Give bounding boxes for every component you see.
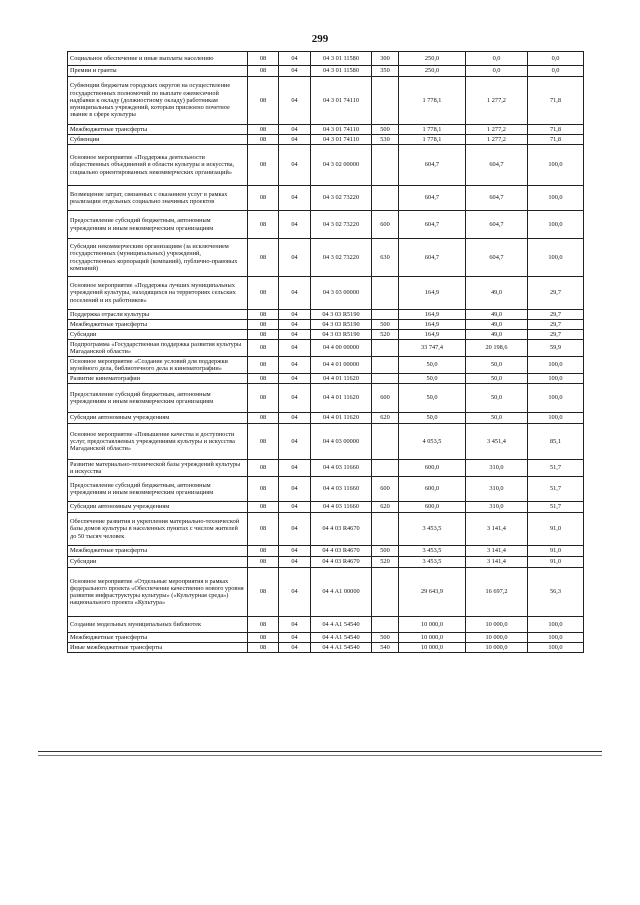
fact-amount-cell: 310,0: [466, 477, 528, 502]
percent-cell: 51,7: [528, 460, 584, 477]
row-name-cell: Межбюджетные трансферты: [68, 320, 248, 330]
expense-type-cell: [372, 186, 399, 211]
plan-amount-cell: 164,9: [399, 277, 466, 310]
plan-amount-cell: 10 000,0: [399, 633, 466, 643]
razdel-cell: 08: [248, 320, 279, 330]
plan-amount-cell: 33 747,4: [399, 340, 466, 357]
podrazdel-cell: 04: [279, 320, 311, 330]
razdel-cell: 08: [248, 424, 279, 460]
plan-amount-cell: 164,9: [399, 320, 466, 330]
fact-amount-cell: 1 277,2: [466, 125, 528, 135]
target-article-cell: 04 3 01 11580: [311, 52, 372, 66]
expense-type-cell: [372, 357, 399, 374]
percent-cell: 0,0: [528, 52, 584, 66]
target-article-cell: 04 4 03 11660: [311, 460, 372, 477]
table-row: [68, 330, 584, 340]
razdel-cell: 08: [248, 77, 279, 125]
table-row: [68, 310, 584, 320]
target-article-cell: 04 4 A1 54540: [311, 617, 372, 633]
table-row: [68, 186, 584, 211]
expense-type-cell: 540: [372, 643, 399, 653]
fact-amount-cell: 10 000,0: [466, 633, 528, 643]
plan-amount-cell: 604,7: [399, 186, 466, 211]
row-name-cell: Развитие материально-технической базы учреждений культуры и искусства: [68, 460, 248, 477]
expense-type-cell: 600: [372, 477, 399, 502]
percent-cell: 91,0: [528, 546, 584, 557]
row-name-cell: Субвенции бюджетам городских округов на осуществление государственных полномочий по выплате ежемесячной надбавки к окладу (должностному окладу) работникам муниципальных учреждений, которым присвоено почетное звание в сфере культуры: [68, 77, 248, 125]
percent-cell: 100,0: [528, 374, 584, 384]
percent-cell: 59,9: [528, 340, 584, 357]
podrazdel-cell: 04: [279, 557, 311, 568]
plan-amount-cell: 600,0: [399, 477, 466, 502]
razdel-cell: 08: [248, 330, 279, 340]
fact-amount-cell: 20 198,6: [466, 340, 528, 357]
target-article-cell: 04 4 03 11660: [311, 477, 372, 502]
table-row: [68, 239, 584, 277]
podrazdel-cell: 04: [279, 413, 311, 424]
expense-type-cell: 620: [372, 413, 399, 424]
plan-amount-cell: 3 453,5: [399, 546, 466, 557]
podrazdel-cell: 04: [279, 310, 311, 320]
expense-type-cell: [372, 77, 399, 125]
row-name-cell: Субсидии некоммерческим организациям (за исключением государственных (муниципальных) учреждений, государственных корпораций (компаний), публично-правовых компаний): [68, 239, 248, 277]
percent-cell: 71,8: [528, 135, 584, 145]
percent-cell: 100,0: [528, 211, 584, 239]
percent-cell: 100,0: [528, 357, 584, 374]
podrazdel-cell: 04: [279, 125, 311, 135]
razdel-cell: 08: [248, 568, 279, 617]
plan-amount-cell: 1 778,1: [399, 135, 466, 145]
row-name-cell: Основное мероприятие «Повышение качества и доступности услуг, предоставляемых учреждениями культуры и искусства Магаданской области»: [68, 424, 248, 460]
table-row: [68, 643, 584, 653]
expense-type-cell: 500: [372, 125, 399, 135]
fact-amount-cell: 50,0: [466, 357, 528, 374]
fact-amount-cell: 604,7: [466, 211, 528, 239]
page-divider-secondary: [38, 755, 602, 756]
plan-amount-cell: 604,7: [399, 145, 466, 186]
razdel-cell: 08: [248, 617, 279, 633]
razdel-cell: 08: [248, 66, 279, 77]
row-name-cell: Субвенции: [68, 135, 248, 145]
fact-amount-cell: 1 277,2: [466, 77, 528, 125]
table-row: [68, 424, 584, 460]
razdel-cell: 08: [248, 340, 279, 357]
percent-cell: 91,0: [528, 557, 584, 568]
plan-amount-cell: 10 000,0: [399, 617, 466, 633]
fact-amount-cell: 604,7: [466, 239, 528, 277]
target-article-cell: 04 4 A1 54540: [311, 643, 372, 653]
expense-type-cell: [372, 617, 399, 633]
percent-cell: 100,0: [528, 633, 584, 643]
row-name-cell: Развитие кинематографии: [68, 374, 248, 384]
razdel-cell: 08: [248, 239, 279, 277]
fact-amount-cell: 310,0: [466, 502, 528, 513]
fact-amount-cell: 10 000,0: [466, 617, 528, 633]
podrazdel-cell: 04: [279, 424, 311, 460]
expense-type-cell: 300: [372, 52, 399, 66]
row-name-cell: Подпрограмма «Государственная поддержка развития культуры Магаданской области»: [68, 340, 248, 357]
fact-amount-cell: 3 141,4: [466, 513, 528, 546]
target-article-cell: 04 4 A1 54540: [311, 633, 372, 643]
podrazdel-cell: 04: [279, 460, 311, 477]
podrazdel-cell: 04: [279, 239, 311, 277]
target-article-cell: 04 4 03 R4670: [311, 546, 372, 557]
row-name-cell: Предоставление субсидий бюджетным, автономным учреждениям и иным некоммерческим организациям: [68, 477, 248, 502]
table-row: [68, 633, 584, 643]
podrazdel-cell: 04: [279, 340, 311, 357]
plan-amount-cell: 4 053,5: [399, 424, 466, 460]
table-row: [68, 145, 584, 186]
fact-amount-cell: 3 141,4: [466, 557, 528, 568]
plan-amount-cell: 250,0: [399, 66, 466, 77]
row-name-cell: Основное мероприятие «Создание условий для поддержки музейного дела, библиотечного дела и кинематографии»: [68, 357, 248, 374]
razdel-cell: 08: [248, 135, 279, 145]
table-row: [68, 135, 584, 145]
razdel-cell: 08: [248, 52, 279, 66]
percent-cell: 29,7: [528, 277, 584, 310]
razdel-cell: 08: [248, 125, 279, 135]
razdel-cell: 08: [248, 357, 279, 374]
plan-amount-cell: 164,9: [399, 310, 466, 320]
razdel-cell: 08: [248, 460, 279, 477]
table-row: [68, 374, 584, 384]
row-name-cell: Социальное обеспечение и иные выплаты населению: [68, 52, 248, 66]
podrazdel-cell: 04: [279, 277, 311, 310]
row-name-cell: Премии и гранты: [68, 66, 248, 77]
fact-amount-cell: 0,0: [466, 66, 528, 77]
table-row: [68, 125, 584, 135]
expense-type-cell: 620: [372, 502, 399, 513]
target-article-cell: 04 3 01 74110: [311, 77, 372, 125]
podrazdel-cell: 04: [279, 135, 311, 145]
table-row: [68, 384, 584, 413]
target-article-cell: 04 4 03 R4670: [311, 557, 372, 568]
percent-cell: 100,0: [528, 239, 584, 277]
fact-amount-cell: 49,0: [466, 330, 528, 340]
percent-cell: 29,7: [528, 310, 584, 320]
budget-table: [67, 51, 584, 653]
podrazdel-cell: 04: [279, 513, 311, 546]
row-name-cell: Основное мероприятие «Отдельные мероприятия в рамках федерального проекта «Обеспечение качественно нового уровня развития инфраструктуры культуры» («Культурная среда») национального проекта «Культура»: [68, 568, 248, 617]
plan-amount-cell: 3 453,5: [399, 557, 466, 568]
percent-cell: 100,0: [528, 643, 584, 653]
razdel-cell: 08: [248, 477, 279, 502]
target-article-cell: 04 3 03 R5190: [311, 310, 372, 320]
target-article-cell: 04 3 01 11580: [311, 66, 372, 77]
row-name-cell: Субсидии автономным учреждениям: [68, 502, 248, 513]
table-row: [68, 568, 584, 617]
fact-amount-cell: 10 000,0: [466, 643, 528, 653]
percent-cell: 100,0: [528, 384, 584, 413]
table-row: [68, 477, 584, 502]
razdel-cell: 08: [248, 513, 279, 546]
percent-cell: 29,7: [528, 320, 584, 330]
expense-type-cell: 600: [372, 384, 399, 413]
percent-cell: 71,8: [528, 125, 584, 135]
podrazdel-cell: 04: [279, 211, 311, 239]
razdel-cell: 08: [248, 546, 279, 557]
percent-cell: 100,0: [528, 145, 584, 186]
row-name-cell: Субсидии: [68, 557, 248, 568]
plan-amount-cell: 1 778,1: [399, 125, 466, 135]
plan-amount-cell: 600,0: [399, 502, 466, 513]
target-article-cell: 04 4 01 00000: [311, 357, 372, 374]
expense-type-cell: 520: [372, 330, 399, 340]
razdel-cell: 08: [248, 374, 279, 384]
percent-cell: 56,3: [528, 568, 584, 617]
fact-amount-cell: 50,0: [466, 374, 528, 384]
percent-cell: 100,0: [528, 617, 584, 633]
table-row: [68, 320, 584, 330]
target-article-cell: 04 4 A1 00000: [311, 568, 372, 617]
row-name-cell: Иные межбюджетные трансферты: [68, 643, 248, 653]
podrazdel-cell: 04: [279, 374, 311, 384]
podrazdel-cell: 04: [279, 643, 311, 653]
expense-type-cell: 500: [372, 633, 399, 643]
fact-amount-cell: 49,0: [466, 320, 528, 330]
plan-amount-cell: 604,7: [399, 211, 466, 239]
plan-amount-cell: 164,9: [399, 330, 466, 340]
podrazdel-cell: 04: [279, 546, 311, 557]
table-row: [68, 66, 584, 77]
table-row: [68, 52, 584, 66]
table-row: [68, 617, 584, 633]
podrazdel-cell: 04: [279, 186, 311, 211]
percent-cell: 29,7: [528, 330, 584, 340]
expense-type-cell: [372, 374, 399, 384]
row-name-cell: Предоставление субсидий бюджетным, автономным учреждениям и иным некоммерческим организациям: [68, 384, 248, 413]
plan-amount-cell: 1 778,1: [399, 77, 466, 125]
razdel-cell: 08: [248, 633, 279, 643]
fact-amount-cell: 49,0: [466, 310, 528, 320]
target-article-cell: 04 4 01 11620: [311, 413, 372, 424]
podrazdel-cell: 04: [279, 52, 311, 66]
target-article-cell: 04 3 03 00000: [311, 277, 372, 310]
razdel-cell: 08: [248, 310, 279, 320]
expense-type-cell: [372, 460, 399, 477]
plan-amount-cell: 3 453,5: [399, 513, 466, 546]
row-name-cell: Предоставление субсидий бюджетным, автономным учреждениям и иным некоммерческим организациям: [68, 211, 248, 239]
expense-type-cell: 350: [372, 66, 399, 77]
percent-cell: 51,7: [528, 502, 584, 513]
podrazdel-cell: 04: [279, 633, 311, 643]
fact-amount-cell: 16 697,2: [466, 568, 528, 617]
target-article-cell: 04 3 03 R5190: [311, 330, 372, 340]
plan-amount-cell: 50,0: [399, 384, 466, 413]
table-row: [68, 77, 584, 125]
fact-amount-cell: 3 451,4: [466, 424, 528, 460]
table-row: [68, 277, 584, 310]
podrazdel-cell: 04: [279, 617, 311, 633]
percent-cell: 100,0: [528, 413, 584, 424]
podrazdel-cell: 04: [279, 502, 311, 513]
expense-type-cell: [372, 340, 399, 357]
expense-type-cell: 520: [372, 557, 399, 568]
fact-amount-cell: 1 277,2: [466, 135, 528, 145]
podrazdel-cell: 04: [279, 357, 311, 374]
row-name-cell: Межбюджетные трансферты: [68, 546, 248, 557]
percent-cell: 51,7: [528, 477, 584, 502]
expense-type-cell: 500: [372, 320, 399, 330]
podrazdel-cell: 04: [279, 330, 311, 340]
expense-type-cell: 500: [372, 546, 399, 557]
table-row: [68, 502, 584, 513]
plan-amount-cell: 50,0: [399, 374, 466, 384]
razdel-cell: 08: [248, 384, 279, 413]
row-name-cell: Создание модельных муниципальных библиотек: [68, 617, 248, 633]
podrazdel-cell: 04: [279, 568, 311, 617]
target-article-cell: 04 4 01 11620: [311, 384, 372, 413]
target-article-cell: 04 4 03 R4670: [311, 513, 372, 546]
fact-amount-cell: 49,0: [466, 277, 528, 310]
table-row: [68, 413, 584, 424]
expense-type-cell: 630: [372, 239, 399, 277]
podrazdel-cell: 04: [279, 477, 311, 502]
plan-amount-cell: 600,0: [399, 460, 466, 477]
expense-type-cell: [372, 513, 399, 546]
razdel-cell: 08: [248, 211, 279, 239]
table-row: [68, 357, 584, 374]
razdel-cell: 08: [248, 186, 279, 211]
row-name-cell: Основное мероприятие «Поддержка деятельности общественных объединений в области культуры и искусства, социально ориентированных некоммерческих организаций»: [68, 145, 248, 186]
target-article-cell: 04 4 03 00000: [311, 424, 372, 460]
percent-cell: 100,0: [528, 186, 584, 211]
target-article-cell: 04 4 01 11620: [311, 374, 372, 384]
percent-cell: 71,8: [528, 77, 584, 125]
razdel-cell: 08: [248, 413, 279, 424]
row-name-cell: Субсидии автономным учреждениям: [68, 413, 248, 424]
row-name-cell: Межбюджетные трансферты: [68, 125, 248, 135]
fact-amount-cell: 0,0: [466, 52, 528, 66]
expense-type-cell: [372, 145, 399, 186]
podrazdel-cell: 04: [279, 145, 311, 186]
row-name-cell: Поддержка отрасли культуры: [68, 310, 248, 320]
target-article-cell: 04 3 03 R5190: [311, 320, 372, 330]
podrazdel-cell: 04: [279, 77, 311, 125]
fact-amount-cell: 3 141,4: [466, 546, 528, 557]
percent-cell: 0,0: [528, 66, 584, 77]
page-divider: [38, 751, 602, 752]
page-number: 299: [311, 33, 329, 45]
expense-type-cell: [372, 310, 399, 320]
target-article-cell: 04 3 02 73220: [311, 186, 372, 211]
expense-type-cell: 530: [372, 135, 399, 145]
fact-amount-cell: 50,0: [466, 384, 528, 413]
plan-amount-cell: 50,0: [399, 357, 466, 374]
target-article-cell: 04 3 01 74110: [311, 135, 372, 145]
table-row: [68, 546, 584, 557]
fact-amount-cell: 50,0: [466, 413, 528, 424]
row-name-cell: Межбюджетные трансферты: [68, 633, 248, 643]
razdel-cell: 08: [248, 145, 279, 186]
row-name-cell: Возмещение затрат, связанных с оказанием услуг в рамках реализации отдельных социально значимых проектов: [68, 186, 248, 211]
razdel-cell: 08: [248, 557, 279, 568]
row-name-cell: Обеспечение развития и укрепления материально-технической базы домов культуры в населенных пунктах с числом жителей до 50 тысяч человек: [68, 513, 248, 546]
fact-amount-cell: 604,7: [466, 145, 528, 186]
expense-type-cell: [372, 277, 399, 310]
plan-amount-cell: 50,0: [399, 413, 466, 424]
plan-amount-cell: 10 000,0: [399, 643, 466, 653]
table-body: [68, 52, 584, 653]
podrazdel-cell: 04: [279, 66, 311, 77]
fact-amount-cell: 310,0: [466, 460, 528, 477]
row-name-cell: Основное мероприятие «Поддержка лучших муниципальных учреждений культуры, находящихся на территориях сельских поселений и их работников»: [68, 277, 248, 310]
target-article-cell: 04 3 02 73220: [311, 239, 372, 277]
plan-amount-cell: 29 643,9: [399, 568, 466, 617]
razdel-cell: 08: [248, 277, 279, 310]
plan-amount-cell: 250,0: [399, 52, 466, 66]
fact-amount-cell: 604,7: [466, 186, 528, 211]
razdel-cell: 08: [248, 643, 279, 653]
target-article-cell: 04 3 01 74110: [311, 125, 372, 135]
podrazdel-cell: 04: [279, 384, 311, 413]
target-article-cell: 04 4 00 00000: [311, 340, 372, 357]
expense-type-cell: [372, 424, 399, 460]
target-article-cell: 04 4 03 11660: [311, 502, 372, 513]
table-row: [68, 557, 584, 568]
percent-cell: 91,0: [528, 513, 584, 546]
plan-amount-cell: 604,7: [399, 239, 466, 277]
expense-type-cell: 600: [372, 211, 399, 239]
percent-cell: 85,1: [528, 424, 584, 460]
razdel-cell: 08: [248, 502, 279, 513]
table-row: [68, 513, 584, 546]
table-row: [68, 340, 584, 357]
target-article-cell: 04 3 02 00000: [311, 145, 372, 186]
target-article-cell: 04 3 02 73220: [311, 211, 372, 239]
expense-type-cell: [372, 568, 399, 617]
table-row: [68, 211, 584, 239]
table-row: [68, 460, 584, 477]
row-name-cell: Субсидии: [68, 330, 248, 340]
